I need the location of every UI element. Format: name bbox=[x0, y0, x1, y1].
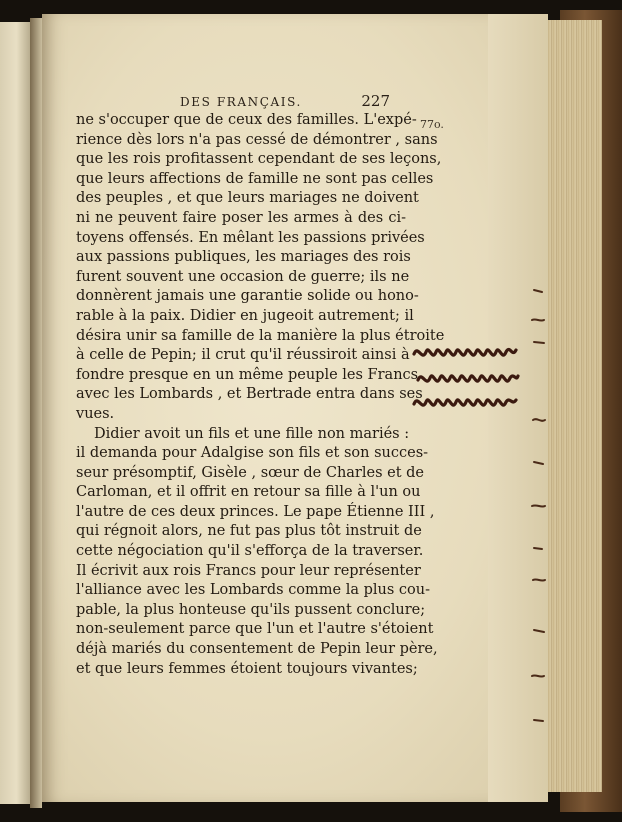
text-line: seur présomptif, Gisèle , sœur de Charles et de bbox=[76, 464, 425, 481]
running-head bbox=[180, 92, 390, 112]
text-line: toyens offensés. En mêlant les passions privées bbox=[76, 229, 425, 246]
marginal-date-note: 77o. bbox=[420, 118, 444, 131]
text-line: rience dès lors n'a pas cessé de démontrer , sans bbox=[76, 131, 438, 148]
handwritten-scribble-icon bbox=[410, 338, 534, 420]
text-line: pable, la plus honteuse qu'ils pussent conclure; bbox=[76, 601, 426, 618]
text-line: Il écrivit aux rois Francs pour leur représenter bbox=[76, 562, 421, 579]
text-line: donnèrent jamais une garantie solide ou hono- bbox=[76, 288, 419, 305]
text-line: avec les Lombards , et Bertrade entra dans ses bbox=[76, 386, 423, 403]
text-line: rable à la paix. Didier en jugeoit autrement; il bbox=[76, 307, 414, 324]
text-line: Carloman, et il offrit en retour sa fille à l'un ou bbox=[76, 484, 421, 501]
running-title: DES FRANÇAIS. bbox=[180, 95, 302, 109]
text-line: aux passions publiques, les mariages des rois bbox=[76, 249, 411, 266]
text-line: l'autre de ces deux princes. Le pape Étienne III , bbox=[76, 503, 435, 520]
text-line: vues. bbox=[76, 405, 115, 422]
text-line: l'alliance avec les Lombards comme la plus cou- bbox=[76, 582, 431, 599]
text-line: cette négociation qu'il s'efforça de la traverser. bbox=[76, 543, 424, 560]
page-number: 227 bbox=[361, 92, 390, 110]
book-gutter bbox=[30, 18, 42, 808]
text-line: il demanda pour Adalgise son fils et son succes- bbox=[76, 445, 429, 462]
text-line: déjà mariés du consentement de Pepin leur père, bbox=[76, 641, 438, 658]
text-line: à celle de Pepin; il crut qu'il réussiroit ainsi à bbox=[76, 347, 410, 364]
text-line: qui régnoit alors, ne fut pas plus tôt instruit de bbox=[76, 523, 422, 540]
text-line: des peuples , et que leurs mariages ne doivent bbox=[76, 190, 419, 207]
text-line: que leurs affections de famille ne sont pas celles bbox=[76, 170, 434, 187]
text-line: et que leurs femmes étoient toujours vivantes; bbox=[76, 660, 418, 677]
text-line: ne s'occuper que de ceux des familles. L'expé- bbox=[76, 112, 417, 128]
text-line: désira unir sa famille de la manière la plus étroite bbox=[76, 327, 445, 344]
text-line: ni ne peuvent faire poser les armes à des ci- bbox=[76, 209, 406, 226]
text-line: Didier avoit un fils et une fille non mariés : bbox=[94, 425, 410, 442]
text-line: furent souvent une occasion de guerre; ils ne bbox=[76, 268, 410, 285]
text-line: fondre presque en un même peuple les Francs bbox=[76, 366, 419, 383]
margin-tick-marks-icon bbox=[528, 280, 554, 760]
facing-page-edge bbox=[0, 22, 32, 804]
text-line: que les rois profitassent cependant de ses leçons, bbox=[76, 151, 442, 168]
text-line: non-seulement parce que l'un et l'autre s'étoient bbox=[76, 621, 434, 638]
